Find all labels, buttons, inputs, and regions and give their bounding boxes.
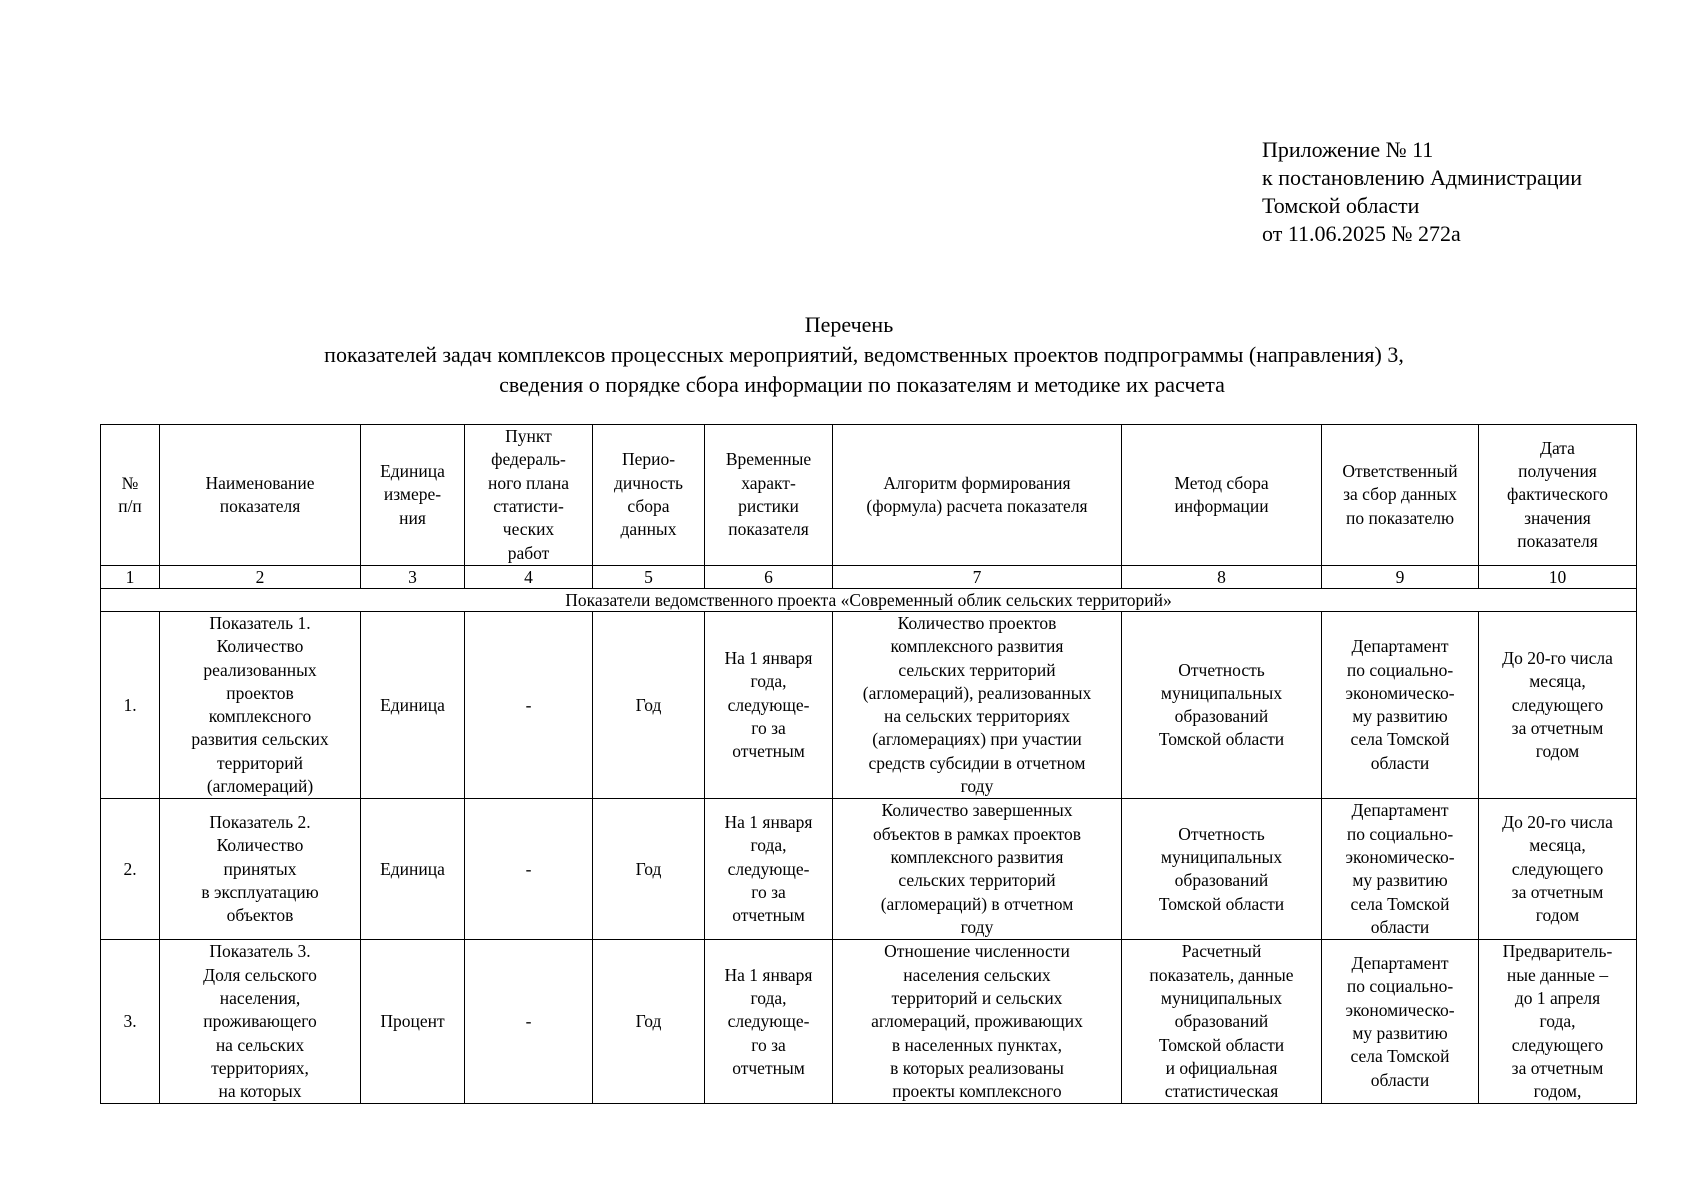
column-number-row — [101, 566, 1637, 589]
table-row — [101, 940, 1637, 1104]
indicator-name: Показатель 2. Количество принятых в эксплуатацию объектов — [160, 799, 361, 940]
unit: Единица — [361, 612, 465, 799]
appendix-date: от 11.06.2025 № 272а — [1262, 221, 1461, 246]
header-cell: Метод сбора информации — [1122, 425, 1322, 566]
table-row — [101, 612, 1637, 799]
column-number: 2 — [160, 566, 361, 589]
time-characteristics: На 1 января года, следующе- го за отчетным — [705, 940, 833, 1104]
header-cell: Единица измере- ния — [361, 425, 465, 566]
calculation-algorithm: Количество завершенных объектов в рамках проектов комплексного развития сельских территорий (агломераций) в отчетном году — [833, 799, 1122, 940]
column-number: 10 — [1479, 566, 1637, 589]
appendix-reference: к постановлению Администрации — [1262, 165, 1583, 190]
header-cell: № п/п — [101, 425, 160, 566]
unit: Процент — [361, 940, 465, 1104]
value-date: Предваритель- ные данные – до 1 апреля года, следующего за отчетным годом, — [1479, 940, 1637, 1104]
column-number: 8 — [1122, 566, 1322, 589]
plan-item: - — [465, 799, 593, 940]
plan-item: - — [465, 612, 593, 799]
column-number: 6 — [705, 566, 833, 589]
unit: Единица — [361, 799, 465, 940]
document-title — [0, 310, 1698, 400]
appendix-number: Приложение № 11 — [1262, 137, 1434, 162]
appendix-block — [1262, 136, 1582, 248]
calculation-algorithm: Количество проектов комплексного развития сельских территорий (агломераций), реализованных на сельских территориях (агломерациях) при участии средств субсидии в отчетном году — [833, 612, 1122, 799]
row-number: 1. — [101, 612, 160, 799]
column-number: 4 — [465, 566, 593, 589]
indicators-table — [100, 424, 1637, 1104]
header-row — [101, 425, 1637, 566]
header-cell: Алгоритм формирования (формула) расчета показателя — [833, 425, 1122, 566]
header-cell: Дата получения фактического значения показателя — [1479, 425, 1637, 566]
periodicity: Год — [593, 940, 705, 1104]
header-cell: Ответственный за сбор данных по показателю — [1322, 425, 1479, 566]
column-number: 5 — [593, 566, 705, 589]
table-row — [101, 799, 1637, 940]
periodicity: Год — [593, 612, 705, 799]
title-line-2: показателей задач комплексов процессных мероприятий, ведомственных проектов подпрограммы (направления) 3, — [324, 342, 1404, 367]
section-title: Показатели ведомственного проекта «Современный облик сельских территорий» — [101, 589, 1637, 612]
responsible-party: Департамент по социально- экономическо- му развитию села Томской области — [1322, 799, 1479, 940]
collection-method: Отчетность муниципальных образований Томской области — [1122, 612, 1322, 799]
column-number: 3 — [361, 566, 465, 589]
title-line-3: сведения о порядке сбора информации по показателям и методике их расчета — [499, 372, 1225, 397]
row-number: 3. — [101, 940, 160, 1104]
plan-item: - — [465, 940, 593, 1104]
column-number: 1 — [101, 566, 160, 589]
header-cell: Пункт федераль- ного плана статисти- ческих работ — [465, 425, 593, 566]
appendix-region: Томской области — [1262, 193, 1420, 218]
value-date: До 20-го числа месяца, следующего за отчетным годом — [1479, 612, 1637, 799]
time-characteristics: На 1 января года, следующе- го за отчетным — [705, 799, 833, 940]
header-cell: Перио- дичность сбора данных — [593, 425, 705, 566]
header-cell: Наименование показателя — [160, 425, 361, 566]
value-date: До 20-го числа месяца, следующего за отчетным годом — [1479, 799, 1637, 940]
section-row — [101, 589, 1637, 612]
indicator-name: Показатель 3. Доля сельского населения, проживающего на сельских территориях, на которых — [160, 940, 361, 1104]
collection-method: Отчетность муниципальных образований Томской области — [1122, 799, 1322, 940]
header-cell: Временные характ- ристики показателя — [705, 425, 833, 566]
title-line-1: Перечень — [804, 312, 894, 337]
collection-method: Расчетный показатель, данные муниципальных образований Томской области и официальная статистическая — [1122, 940, 1322, 1104]
column-number: 7 — [833, 566, 1122, 589]
calculation-algorithm: Отношение численности населения сельских территорий и сельских агломераций, проживающих в населенных пунктах, в которых реализованы проекты комплексного — [833, 940, 1122, 1104]
indicator-name: Показатель 1. Количество реализованных проектов комплексного развития сельских территорий (агломераций) — [160, 612, 361, 799]
row-number: 2. — [101, 799, 160, 940]
periodicity: Год — [593, 799, 705, 940]
responsible-party: Департамент по социально- экономическо- му развитию села Томской области — [1322, 940, 1479, 1104]
time-characteristics: На 1 января года, следующе- го за отчетным — [705, 612, 833, 799]
column-number: 9 — [1322, 566, 1479, 589]
responsible-party: Департамент по социально- экономическо- му развитию села Томской области — [1322, 612, 1479, 799]
